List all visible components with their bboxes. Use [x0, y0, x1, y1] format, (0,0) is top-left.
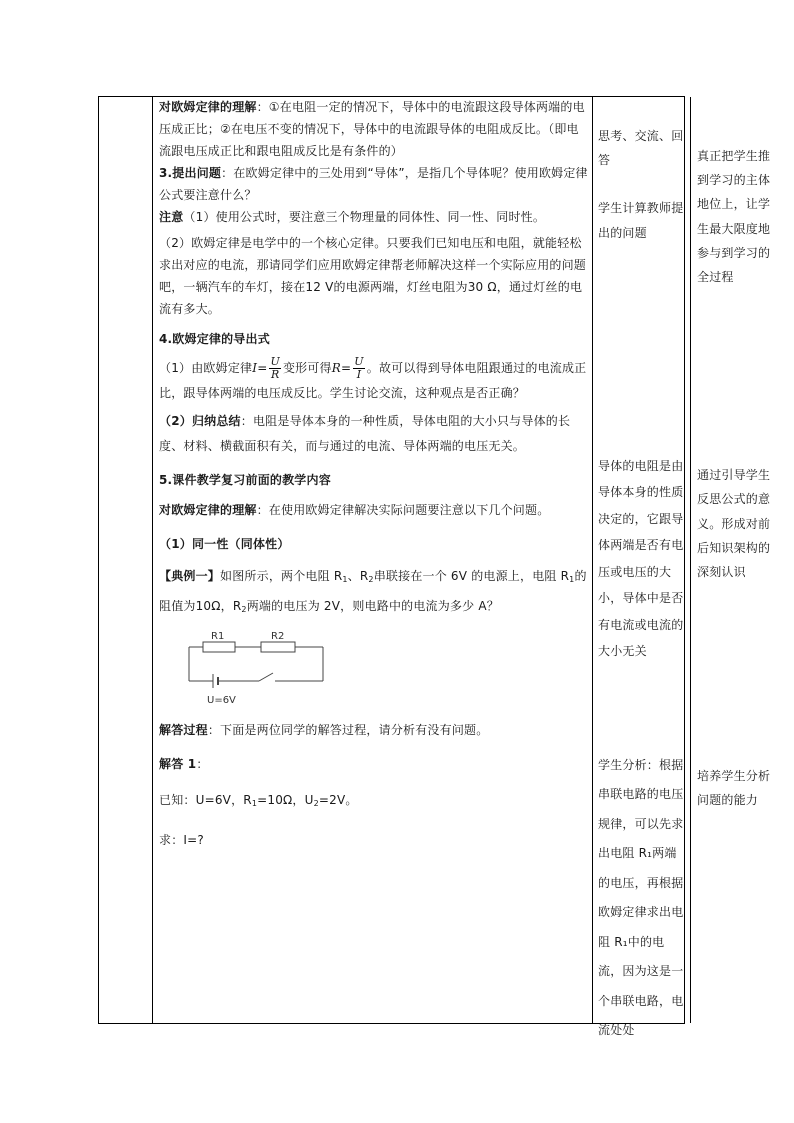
switch-symbol: [259, 673, 273, 681]
student-activity-3: 导体的电阻是由导体本身的性质决定的，它跟导体两端是否有电压或电压的大小，导体中是否有电流或电流的大小无关: [598, 458, 684, 659]
paragraph-review-understanding: 对欧姆定律的理解：在使用欧姆定律解决实际问题要注意以下几个问题。: [159, 503, 550, 517]
label-r1: R1: [211, 631, 225, 642]
fraction-u-over-r: $\frac{U}{R}$: [270, 355, 280, 381]
paragraph-question: 3.提出问题：在欧姆定律中的三处用到“导体”，是指几个导体呢？使用欧姆定律公式要注意什么？: [159, 166, 588, 202]
paragraph-derived-formula: （1）由欧姆定律I= $\frac{U}{R}$ 变形可得R= $\frac{U}{I}$ 。故可以得到导体电阻跟通过的电流成正比，跟导体两端的电压成反比。学生讨论交流，这种观点是否正确？: [159, 355, 587, 400]
design-intent-column: [691, 97, 785, 1023]
paragraph-application: （2）欧姆定律是电学中的一个核心定律。只要我们已知电压和电阻，就能轻松求出对应的电流，那请同学们应用欧姆定律帮老师解决这样一个实际应用的问题吧，一辆汽车的车灯，接在12 V的电源两端，灯丝电阻为30 Ω，通过灯丝的电流有多大。: [159, 236, 587, 316]
student-activity-1: 思考、交流、回答: [598, 129, 684, 168]
resistor-r2-symbol: [261, 642, 295, 652]
student-activity-2: 学生计算教师提出的问题: [598, 201, 684, 240]
paragraph-example-one: 【典例一】如图所示，两个电阻 $R_1$、$R_2$串联接在一个 6V 的电源上，电阻 $R_1$的阻值为10Ω，$R_2$两端的电压为 2V，则电路中的电流为多少 A？: [159, 569, 587, 614]
section-heading-review: 5.课件教学复习前面的教学内容: [159, 473, 331, 487]
circuit-diagram: [181, 629, 341, 709]
paragraph-known: 已知：U=6V，$R_1=10\Omega$，$U_2=2V$。: [159, 793, 358, 808]
label-voltage: U=6V: [207, 695, 236, 706]
student-activity-4: 学生分析：根据串联电路的电压规律，可以先求出电阻 R₁两端的电压，再根据欧姆定律求出电阻 R₁中的电流，因为这是一个串联电路，电流处处: [598, 757, 684, 1038]
paragraph-ohm-understanding: 对欧姆定律的理解：①在电阻一定的情况下，导体中的电流跟这段导体两端的电压成正比；②在电压不变的情况下，导体中的电流跟导体的电阻成反比。（即电流跟电压成正比和跟电阻成反比是有条件的）: [159, 100, 585, 158]
paragraph-solution-process: 解答过程：下面是两位同学的解答过程，请分析有没有问题。: [159, 723, 489, 737]
heading-solution-one: 解答 1：: [159, 757, 209, 771]
paragraph-find: 求：I=?: [159, 833, 204, 847]
fraction-u-over-i: $\frac{U}{I}$: [354, 355, 364, 381]
design-intent-2: 通过引导学生反思公式的意义。形成对前后知识架构的深刻认识: [697, 468, 771, 580]
student-activity-column: [593, 97, 690, 1038]
section-heading-derived-formula: 4.欧姆定律的导出式: [159, 332, 270, 346]
resistor-r1-symbol: [203, 642, 235, 652]
design-intent-1: 真正把学生推到学习的主体地位上，让学生最大限度地参与到学习的全过程: [697, 149, 771, 285]
label-r2: R2: [271, 631, 285, 642]
teaching-content-column: [153, 97, 592, 1023]
paragraph-note: 注意（1）使用公式时，要注意三个物理量的同体性、同一性、同时性。: [159, 210, 546, 224]
heading-same-body: （1）同一性（同体性）: [159, 537, 290, 551]
lesson-plan-table: [98, 96, 771, 1038]
paragraph-summary: （2）归纳总结：电阻是导体本身的一种性质，导体电阻的大小只与导体的长度、材料、横截面积有关，而与通过的电流、导体两端的电压无关。: [159, 414, 571, 453]
design-intent-3: 培养学生分析问题的能力: [697, 769, 771, 808]
